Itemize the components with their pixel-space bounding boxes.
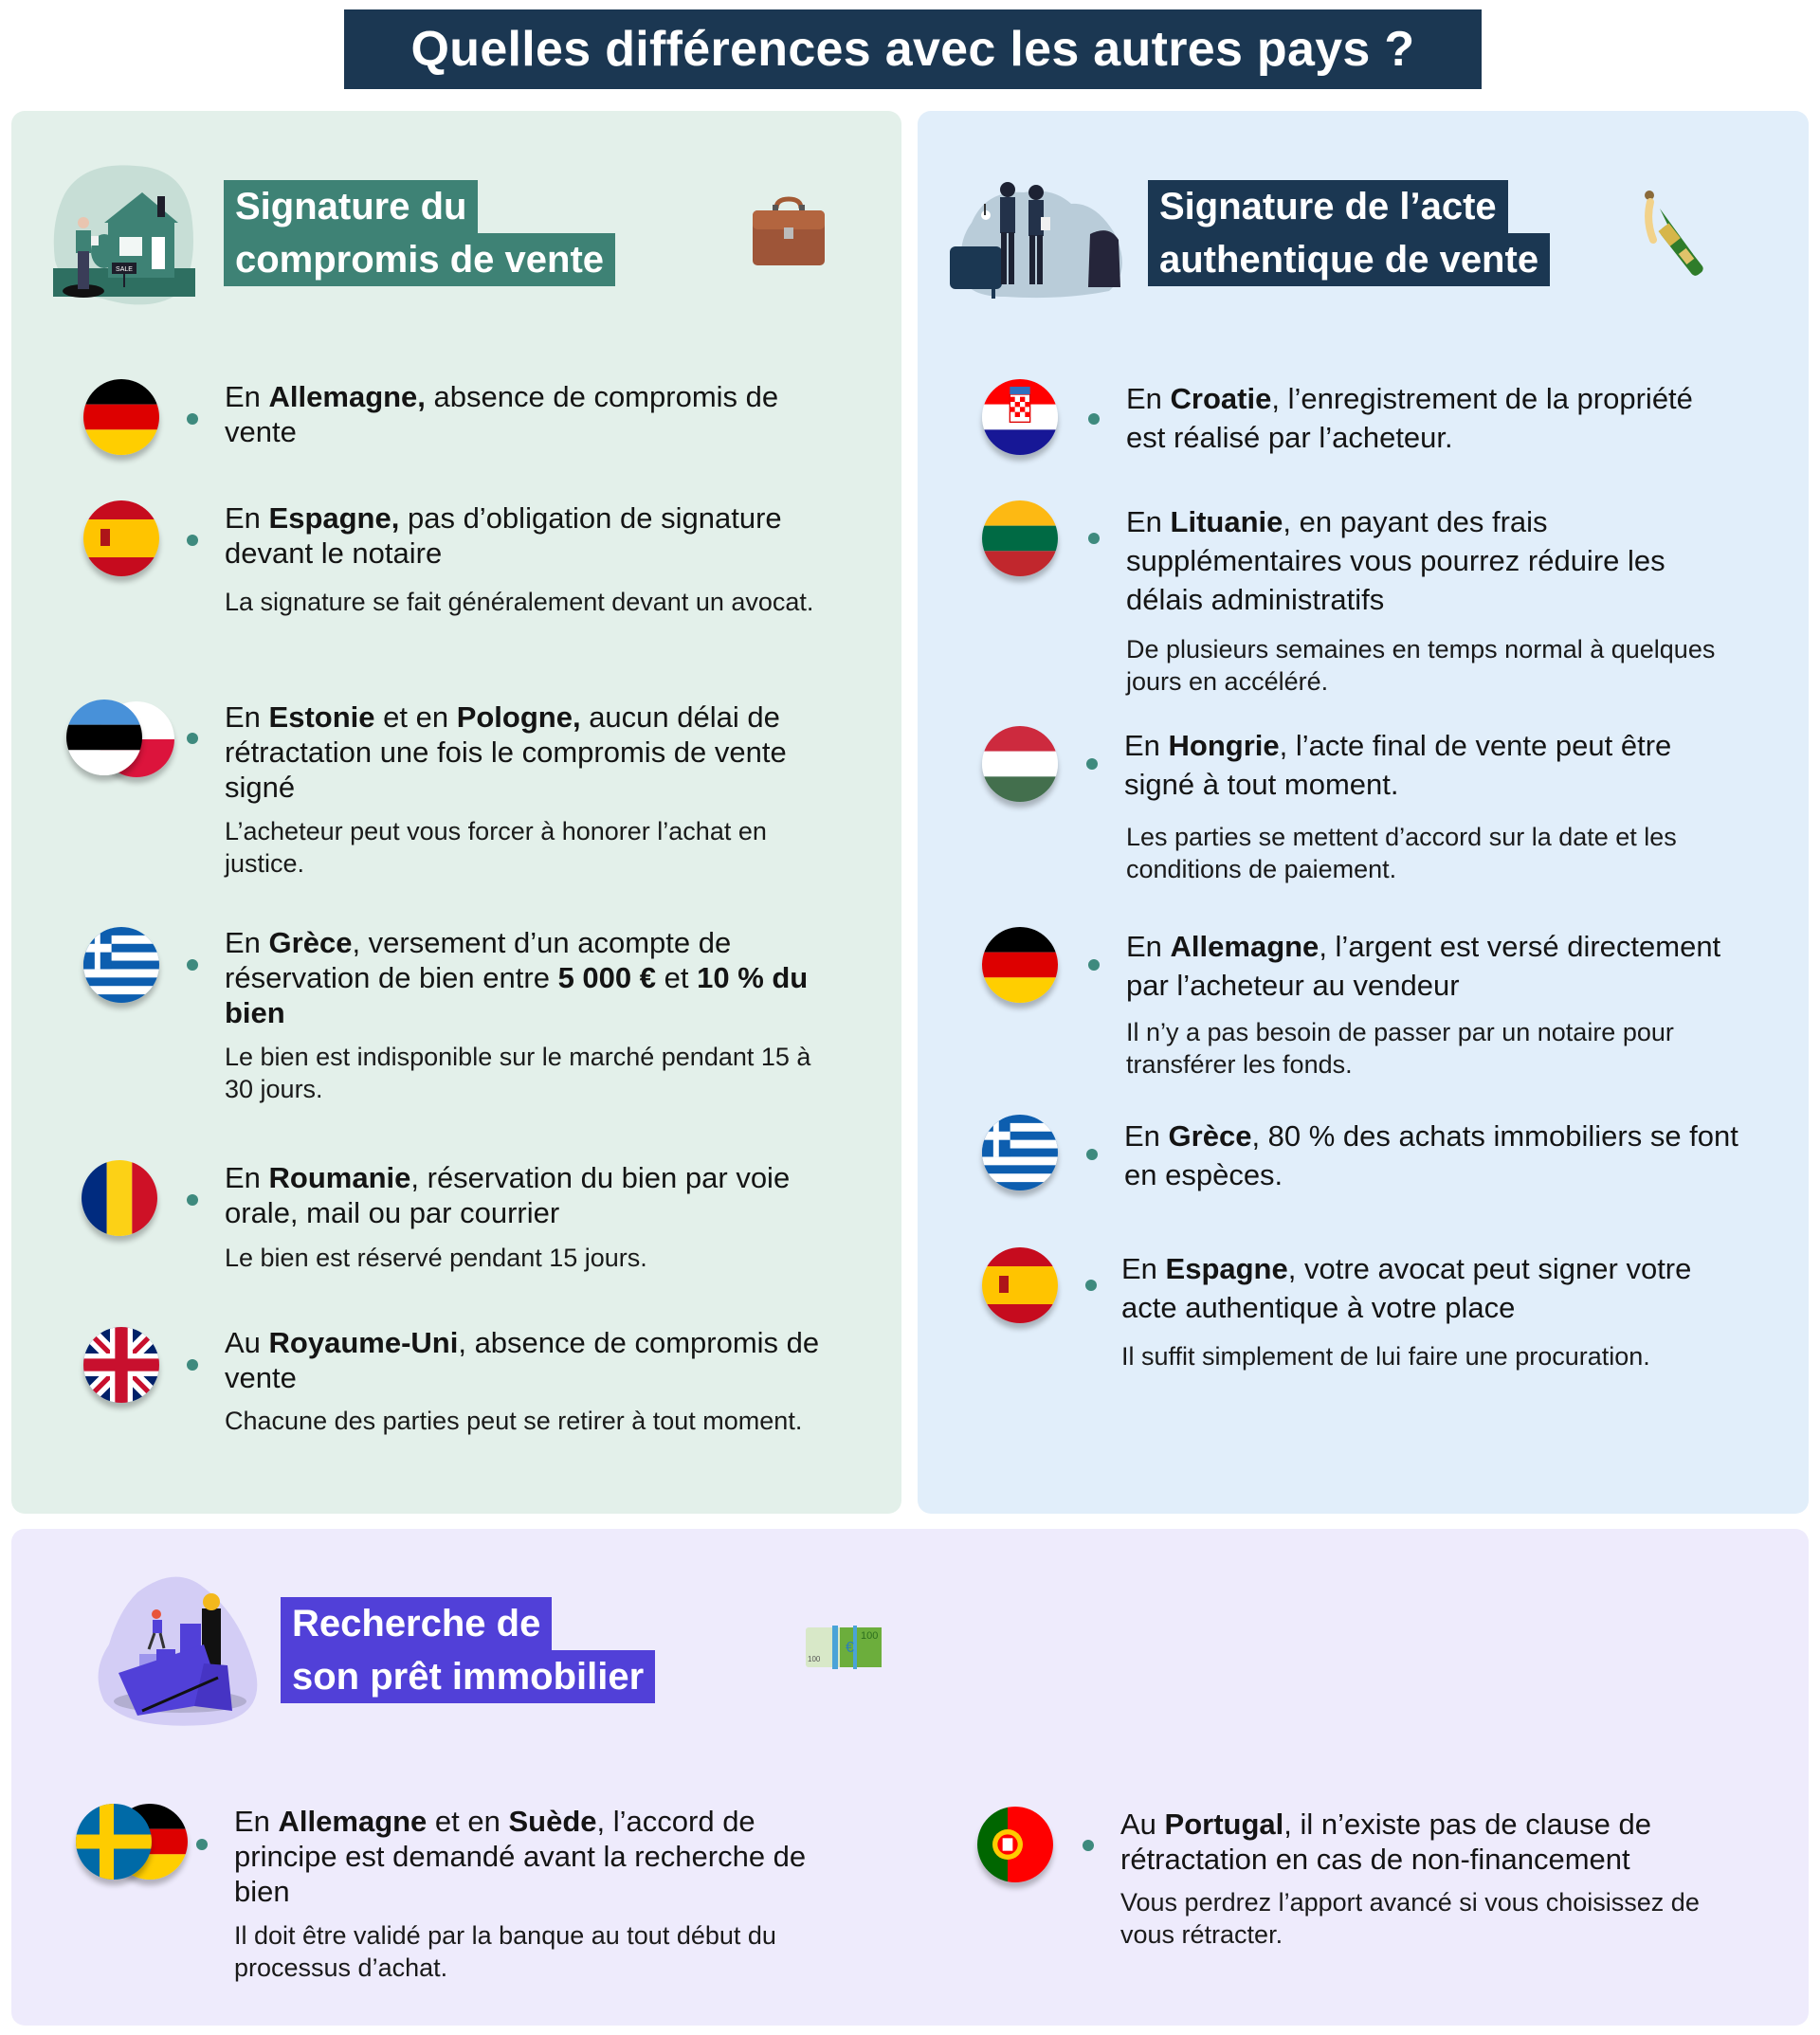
item-main-text: En Allemagne, l’argent est versé directement par l’acheteur au vendeur [1126, 930, 1721, 1002]
heading-line-1: Recherche de [281, 1597, 552, 1650]
item-main-text: Au Royaume-Uni, absence de compromis de vente [225, 1326, 820, 1394]
item-main-text: En Estonie et en Pologne, aucun délai de rétractation une fois le compromis de vente signé [225, 700, 787, 804]
section-acte-heading [1148, 180, 1550, 286]
svg-text:100: 100 [808, 1655, 821, 1663]
item-sub-text: L’acheteur peut vous forcer à honorer l’achat en justice. [225, 817, 767, 878]
bullet-dot [187, 733, 198, 744]
item-main-text: En Lituanie, en payant des frais supplémentaires vous pourrez réduire les délais administratifs [1126, 505, 1665, 616]
item-main-text: En Grèce, 80 % des achats immobiliers se font en espèces. [1124, 1119, 1738, 1191]
flag-germany-icon [83, 379, 159, 455]
item-sub-text: Chacune des parties peut se retirer à tout moment. [225, 1407, 803, 1435]
item-sub-text: Les parties se mettent d’accord sur la date et les conditions de paiement. [1126, 823, 1677, 883]
flag-greece-icon [982, 1115, 1058, 1190]
bullet-dot [1085, 1280, 1097, 1291]
item-main-text: En Grèce, versement d’un acompte de réservation de bien entre 5 000 € et 10 % du bien [225, 926, 809, 1029]
flag-germany-icon [982, 927, 1058, 1003]
bullet-dot [187, 1359, 198, 1371]
page-title: Quelles différences avec les autres pays ? [344, 9, 1482, 89]
handshake-office-illustration [948, 166, 1147, 299]
item-main-text: En Allemagne et en Suède, l’accord de principe est demandé avant la recherche de bien [234, 1805, 807, 1908]
bullet-dot [187, 1194, 198, 1206]
heading-line-1: Signature du [224, 180, 478, 233]
heading-line-2: compromis de vente [224, 233, 615, 286]
item-main-text: En Croatie, l’enregistrement de la propriété est réalisé par l’acheteur. [1126, 382, 1693, 454]
flag-croatia-icon [982, 379, 1058, 455]
heading-line-2: son prêt immobilier [281, 1650, 655, 1703]
heading-line-2: authentique de vente [1148, 233, 1550, 286]
heading-line-1: Signature de l’acte [1148, 180, 1508, 233]
item-main-text: Au Portugal, il n’existe pas de clause de rétractation en cas de non-financement [1120, 1808, 1651, 1876]
bullet-dot [187, 535, 198, 546]
bullet-dot [1086, 1149, 1098, 1160]
bullet-dot [196, 1839, 208, 1850]
item-main-text: En Espagne, pas d’obligation de signature devant le notaire [225, 501, 782, 570]
item-sub-text: Le bien est indisponible sur le marché pendant 15 à 30 jours. [225, 1043, 811, 1103]
bullet-dot [1086, 758, 1098, 770]
stairs-coin-illustration [90, 1569, 275, 1730]
flag-lithuania-icon [982, 500, 1058, 576]
bullet-dot [1088, 533, 1100, 544]
flag-romania-icon [82, 1160, 157, 1236]
svg-text:100: 100 [861, 1630, 879, 1642]
flag-hungary-icon [982, 726, 1058, 802]
flag-portugal-icon [977, 1807, 1053, 1882]
flag-estonia-icon [66, 700, 142, 775]
house-sale-illustration [46, 156, 197, 308]
bullet-dot [187, 413, 198, 425]
flag-spain-icon [83, 500, 159, 576]
bullet-dot [1083, 1840, 1094, 1851]
flag-greece-icon [83, 927, 159, 1003]
item-sub-text: Vous perdrez l’apport avancé si vous choisissez de vous rétracter. [1120, 1888, 1700, 1949]
section-compromis-card [11, 111, 901, 1514]
item-sub-text: Il n’y a pas besoin de passer par un notaire pour transférer les fonds. [1126, 1018, 1674, 1079]
briefcase-icon [748, 190, 829, 271]
bullet-dot [1088, 413, 1100, 425]
flag-sweden-icon [76, 1804, 152, 1880]
bullet-dot [1088, 959, 1100, 971]
champagne-bottle-icon [1636, 188, 1731, 282]
bullet-dot [187, 959, 198, 971]
section-compromis-heading [224, 180, 615, 286]
item-sub-text: Il doit être validé par la banque au tout début du processus d’achat. [234, 1921, 776, 1982]
svg-text:€: € [846, 1640, 854, 1656]
section-pret-heading [281, 1597, 655, 1703]
item-sub-text: Le bien est réservé pendant 15 jours. [225, 1244, 647, 1272]
item-sub-text: Il suffit simplement de lui faire une procuration. [1121, 1342, 1650, 1371]
item-sub-text: De plusieurs semaines en temps normal à quelques jours en accéléré. [1126, 635, 1716, 696]
euro-banknotes-icon [804, 1624, 883, 1671]
sale-sign-text: SALE [116, 266, 133, 273]
item-main-text: En Roumanie, réservation du bien par voie orale, mail ou par courrier [225, 1161, 791, 1229]
item-main-text: En Espagne, votre avocat peut signer votre acte authentique à votre place [1121, 1252, 1692, 1324]
item-main-text: En Hongrie, l’acte final de vente peut être signé à tout moment. [1124, 729, 1672, 801]
flag-united-kingdom-icon [83, 1327, 159, 1403]
item-main-text: En Allemagne, absence de compromis de vente [225, 380, 779, 448]
item-sub-text: La signature se fait généralement devant un avocat. [225, 588, 814, 616]
flag-spain-icon [982, 1247, 1058, 1323]
